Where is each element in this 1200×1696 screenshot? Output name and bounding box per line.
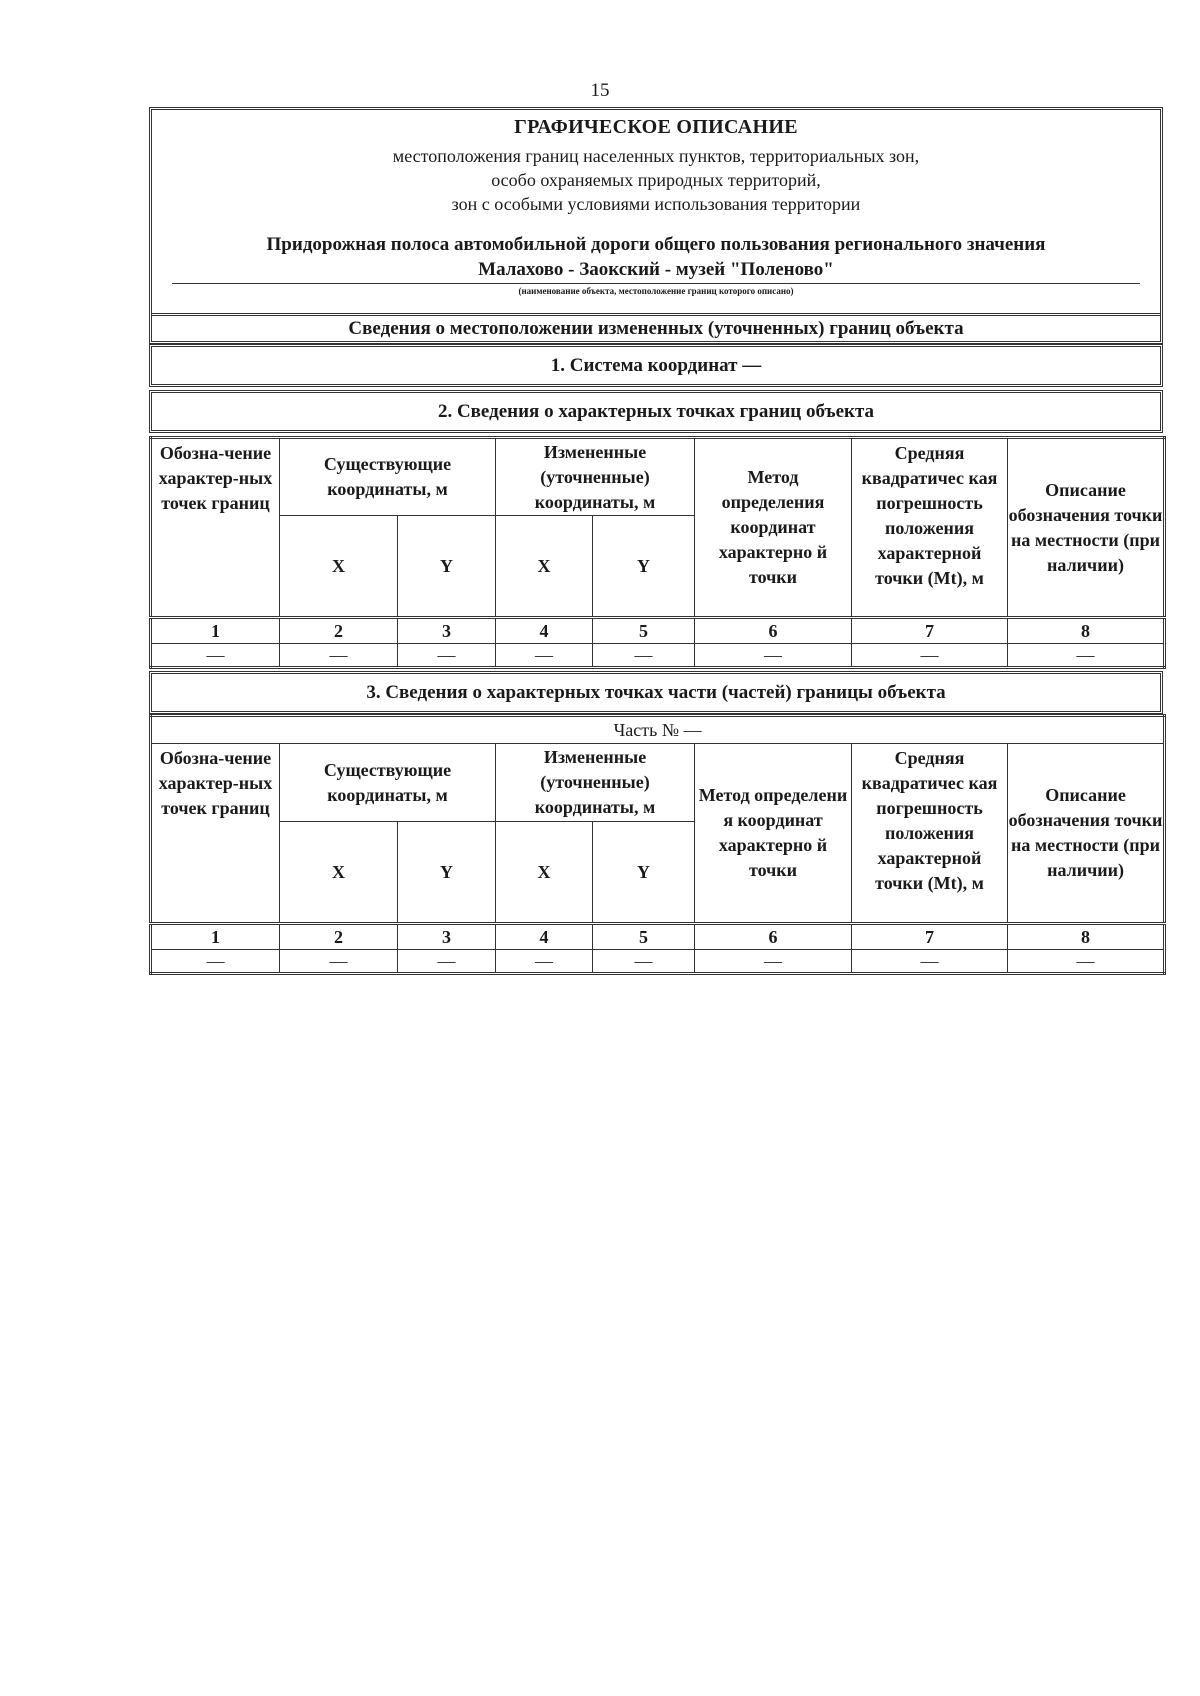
subtitle-line: местоположения границ населенных пунктов, территориальных зон, [392, 146, 920, 166]
section2-title: 2. Сведения о характерных точках границ объекта [437, 400, 875, 422]
column-number: 6 [695, 618, 852, 644]
header-method: Метод определения координат характерно й точки [695, 438, 852, 618]
table-cell: — [593, 950, 695, 974]
header-separator [152, 313, 1160, 316]
column-number-row [151, 618, 1165, 644]
table-cell: — [1008, 644, 1165, 668]
header-y: Y [593, 822, 695, 924]
table-cell: — [280, 644, 398, 668]
column-number: 7 [852, 924, 1008, 950]
header-y: Y [398, 822, 496, 924]
header-designation: Обозна-чение характер-ных точек границ [151, 744, 280, 924]
table-cell: — [151, 644, 280, 668]
table-cell: — [398, 644, 496, 668]
header-y: Y [593, 516, 695, 618]
header-x: X [280, 516, 398, 618]
object-underline [172, 283, 1140, 284]
subtitle-line: особо охраняемых природных территорий, [491, 170, 821, 190]
header-designation: Обозна-чение характер-ных точек границ [151, 438, 280, 618]
header-existing-coords: Существующие координаты, м [280, 744, 496, 822]
table-cell: — [852, 644, 1008, 668]
table-cell: — [593, 644, 695, 668]
column-number: 1 [151, 618, 280, 644]
header-x: X [280, 822, 398, 924]
table-cell: — [151, 950, 280, 974]
table-row [151, 644, 1165, 668]
column-number: 8 [1008, 618, 1165, 644]
section1-band [149, 344, 1163, 387]
header-changed-coords: Измененные (уточненные) координаты, м [496, 744, 695, 822]
header-block [149, 107, 1163, 344]
header-changed-coords: Измененные (уточненные) координаты, м [496, 438, 695, 516]
column-number: 4 [496, 618, 593, 644]
section1-title: 1. Система координат — [550, 354, 762, 376]
table-cell: — [398, 950, 496, 974]
part-number-label: Часть № — [151, 716, 1165, 744]
header-x: X [496, 822, 593, 924]
section3-title: 3. Сведения о характерных точках части (частей) границы объекта [366, 681, 946, 703]
part-points-table [149, 714, 1166, 975]
header-error: Средняя квадратичес кая погрешность положения характерной точки (Mt), м [852, 744, 1008, 924]
header-existing-coords: Существующие координаты, м [280, 438, 496, 516]
column-number: 6 [695, 924, 852, 950]
header-description: Описание обозначения точки на местности (при наличии) [1008, 744, 1165, 924]
table-cell: — [496, 950, 593, 974]
column-number-row [151, 924, 1165, 950]
header-error: Средняя квадратичес кая погрешность положения характерной точки (Mt), м [852, 438, 1008, 618]
column-number: 8 [1008, 924, 1165, 950]
table-cell: — [852, 950, 1008, 974]
column-number: 2 [280, 924, 398, 950]
object-name-line: Малахово - Заокский - музей "Поленово" [478, 259, 834, 280]
object-name [152, 232, 1160, 282]
document-title: ГРАФИЧЕСКОЕ ОПИСАНИЕ [514, 116, 798, 138]
column-number: 2 [280, 618, 398, 644]
section2-band [149, 390, 1163, 433]
object-note: (наименование объекта, местоположение границ которого описано) [518, 286, 794, 296]
table-cell: — [695, 644, 852, 668]
table-cell: — [695, 950, 852, 974]
points-table [149, 436, 1166, 669]
table-cell: — [280, 950, 398, 974]
header-description: Описание обозначения точки на местности (при наличии) [1008, 438, 1165, 618]
column-number: 4 [496, 924, 593, 950]
column-number: 3 [398, 618, 496, 644]
table-row [151, 950, 1165, 974]
table-cell: — [496, 644, 593, 668]
page-number: 15 [590, 80, 610, 101]
column-number: 5 [593, 618, 695, 644]
table-cell: — [1008, 950, 1165, 974]
document-subtitle [152, 144, 1160, 216]
object-name-line: Придорожная полоса автомобильной дороги общего пользования регионального значения [266, 234, 1046, 255]
column-number: 1 [151, 924, 280, 950]
header-method: Метод определени я координат характерно й точки [695, 744, 852, 924]
column-number: 7 [852, 618, 1008, 644]
section-info-title: Сведения о местоположении измененных (уточненных) границ объекта [348, 318, 964, 339]
column-number: 5 [593, 924, 695, 950]
column-number: 3 [398, 924, 496, 950]
section3-band [149, 671, 1163, 714]
header-y: Y [398, 516, 496, 618]
header-x: X [496, 516, 593, 618]
subtitle-line: зон с особыми условиями использования территории [451, 194, 861, 214]
